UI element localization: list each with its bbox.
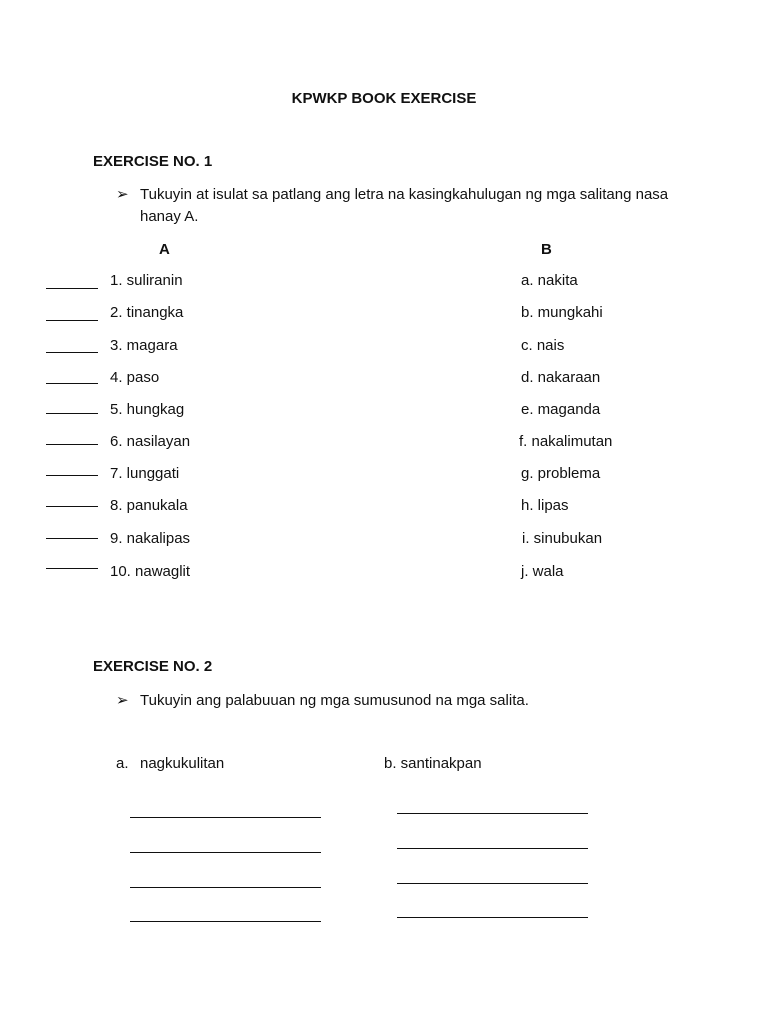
column-a-item: 4. paso [110, 369, 160, 386]
item-a-letter: a. [116, 755, 129, 772]
item-a-answer-line-4[interactable] [130, 921, 321, 922]
column-a-item: 9. nakalipas [110, 530, 191, 547]
answer-blank-1[interactable] [46, 288, 98, 289]
answer-blank-9[interactable] [46, 538, 98, 539]
item-b-answer-line-4[interactable] [397, 917, 588, 918]
column-a-item: 2. tinangka [110, 304, 184, 321]
exercise-1-instruction: Tukuyin at isulat sa patlang ang letra na kasingkahulugan ng mga salitang nasa hanay A. [140, 186, 669, 225]
column-a-item: 3. magara [110, 337, 178, 354]
column-a-item: 5. hungkag [110, 401, 185, 418]
item-b-word: b. santinakpan [384, 755, 482, 772]
item-a-answer-line-3[interactable] [130, 887, 321, 888]
answer-blank-6[interactable] [46, 444, 98, 445]
answer-blank-5[interactable] [46, 413, 98, 414]
column-a-header: A [159, 241, 170, 258]
column-a-item: 10. nawaglit [110, 563, 191, 580]
answer-blank-8[interactable] [46, 506, 98, 507]
answer-blank-10[interactable] [46, 568, 98, 569]
item-a-answer-line-2[interactable] [130, 852, 321, 853]
item-a-answer-line-1[interactable] [130, 817, 321, 818]
item-b-answer-line-1[interactable] [397, 813, 588, 814]
column-b-item: d. nakaraan [521, 369, 601, 386]
exercise-1-heading: EXERCISE NO. 1 [93, 153, 213, 170]
column-b-item: i. sinubukan [522, 530, 603, 547]
arrow-bullet-icon: ➢ [116, 186, 129, 203]
answer-blank-4[interactable] [46, 383, 98, 384]
answer-blank-2[interactable] [46, 320, 98, 321]
answer-blank-3[interactable] [46, 352, 98, 353]
column-b-item: c. nais [521, 337, 565, 354]
column-a-item: 8. panukala [110, 497, 188, 514]
column-b-item: a. nakita [521, 272, 578, 289]
column-b-item: h. lipas [521, 497, 569, 514]
column-b-item: g. problema [521, 465, 601, 482]
item-b-answer-line-3[interactable] [397, 883, 588, 884]
page-title: KPWKP BOOK EXERCISE [291, 90, 477, 107]
column-a-item: 1. suliranin [110, 272, 183, 289]
column-b-item: f. nakalimutan [519, 433, 613, 450]
arrow-bullet-icon: ➢ [116, 692, 129, 709]
exercise-2-instruction: Tukuyin ang palabuuan ng mga sumusunod na mga salita. [140, 692, 529, 709]
item-b-answer-line-2[interactable] [397, 848, 588, 849]
column-b-item: e. maganda [521, 401, 601, 418]
column-b-item: b. mungkahi [521, 304, 603, 321]
column-b-header: B [541, 241, 552, 258]
column-a-item: 6. nasilayan [110, 433, 191, 450]
column-a-item: 7. lunggati [110, 465, 180, 482]
answer-blank-7[interactable] [46, 475, 98, 476]
column-b-item: j. wala [521, 563, 564, 580]
exercise-2-heading: EXERCISE NO. 2 [93, 658, 213, 675]
item-a-word: nagkukulitan [140, 755, 225, 772]
